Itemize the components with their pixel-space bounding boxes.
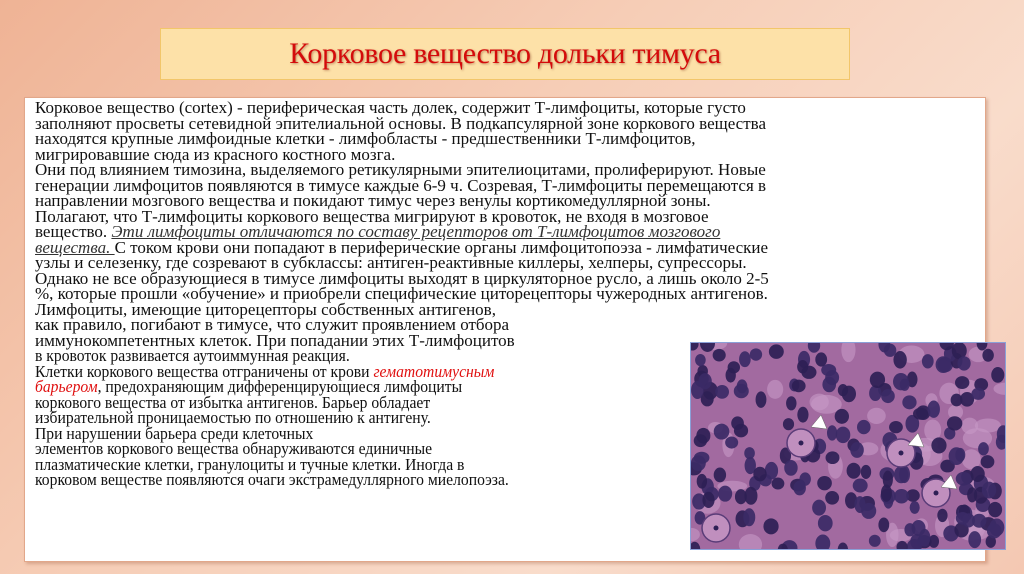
cell-nucleus [725,436,738,448]
cell-nucleus [913,408,928,420]
cell-nucleus [931,437,946,453]
cell-nucleus [825,491,839,505]
cell-nucleus [902,395,916,409]
cytoplasm-patch [810,394,829,411]
cell-nucleus [900,379,910,391]
cell-nucleus [937,509,947,522]
text-segment: Корковое вещество (cortex) - периферическая часть долек, содержит Т-лимфоциты, которые густо [35,98,746,117]
micrograph-image [690,342,1006,550]
cell-nucleus [743,508,755,526]
text-segment: иммунокомпетентных клеток. При попадании этих Т-лимфоцитов [35,330,515,350]
cell-nucleus [861,465,871,479]
text-segment: Однако не все образующиеся в тимусе лимфоциты выходят в циркуляторное русло, а лишь около 2-5 [35,268,769,288]
text-segment: корковом веществе появляются очаги экстрамедуллярного миелопоэза. [35,470,509,489]
cell-nucleus [842,386,856,403]
text-segment: мигрировавшие сюда из красного костного мозга. [35,144,396,164]
cell-nucleus [769,344,784,359]
cell-nucleus [801,366,816,379]
cell-nucleus [744,487,757,505]
cell-nucleus [812,500,826,516]
slide-title: Корковое вещество дольки тимуса [289,37,721,70]
cell-nucleus [718,486,732,502]
cell-nucleus [949,447,965,465]
text-segment: коркового вещества от избытка антигенов. Барьер обладает [35,392,431,412]
cell-nucleus [783,418,794,430]
cell-nucleus [968,531,981,548]
text-segment: в кровоток развивается аутоиммунная реакция. [35,346,350,365]
cell-nucleus [696,428,710,444]
text-segment: избирательной проницаемостью по отношению к антигену. [35,408,431,427]
cell-nucleus [753,467,766,482]
cell-nucleus [822,377,836,392]
text-segment: узлы и селезенку, где созревают в субклассы: антиген-реактивные киллеры, хелперы, супрессоры. [35,253,747,272]
highlighted-term: барьером [35,377,98,396]
cell-nucleus [910,501,920,514]
cell-nucleus [857,420,871,434]
cell-nucleus [869,535,881,547]
cell-nucleus [883,471,893,489]
cell-nucleus [951,394,963,407]
nucleolus [899,451,904,456]
cell-nucleus [971,388,985,400]
nucleolus [714,526,719,531]
cell-nucleus [861,503,876,519]
cell-nucleus [978,442,989,455]
cell-nucleus [713,349,726,362]
cell-nucleus [919,529,930,547]
cell-nucleus [967,487,977,502]
cell-nucleus [982,482,996,499]
cell-nucleus [772,478,785,490]
cell-nucleus [878,517,889,532]
text-segment: плазматические клетки, гранулоциты и тучные клетки. Иногда в [35,454,465,474]
cell-nucleus [826,451,840,464]
text-segment: Клетки коркового вещества отграничены от крови [35,361,374,381]
cell-nucleus [714,468,726,483]
cell-nucleus [731,416,744,430]
cell-nucleus [728,361,740,373]
nucleolus [934,491,939,496]
cell-nucleus [956,512,970,525]
cell-nucleus [702,492,714,508]
cytoplasm-patch [961,418,978,434]
text-segment: направлении мозгового вещества и покидают тимус через венулы кортикомедуллярной зоны. [35,191,711,210]
cell-nucleus [889,421,903,433]
cell-nucleus [817,476,832,490]
text-segment: С током крови они попадают в периферические органы лимфоцитопоэза - лимфатические [114,237,769,257]
text-segment: Лимфоциты, имеющие циторецепторы собственных антигенов, [35,299,496,319]
cell-nucleus [972,514,986,528]
cytoplasm-patch [975,419,1001,433]
title-box [160,28,850,80]
cell-nucleus [987,523,1002,538]
text-line [35,472,710,488]
cell-nucleus [850,442,864,458]
cell-nucleus [694,452,710,464]
cell-nucleus [750,348,762,360]
cell-nucleus [922,354,934,368]
cell-nucleus [947,416,962,430]
cell-nucleus [870,372,885,388]
body-text [35,100,769,488]
cell-nucleus [818,515,833,531]
cell-nucleus [991,367,1004,383]
cell-nucleus [957,356,970,370]
text-segment: элементов коркового вещества обнаруживаются единичные [35,439,433,458]
cell-nucleus [799,472,810,485]
cell-nucleus [763,518,778,534]
text-segment: вещество. [35,222,112,241]
cell-nucleus [786,396,796,410]
cell-nucleus [928,400,940,417]
highlighted-term: гематотимусным [373,361,495,381]
cell-nucleus [756,391,767,408]
text-segment: %, которые прошли «обучение» и приобрели специфические циторецепторы чужеродных антигенов. [35,284,768,303]
cell-nucleus [744,447,755,459]
text-segment: как правило, погибают в тимусе, что служит проявлением отбора [35,315,510,334]
cell-nucleus [971,466,985,482]
cell-nucleus [697,474,707,489]
cell-nucleus [899,466,910,484]
cell-nucleus [894,489,909,503]
cell-nucleus [739,351,751,367]
cell-nucleus [847,463,861,479]
cell-nucleus [836,427,851,443]
cell-nucleus [784,460,797,476]
cell-nucleus [714,424,730,440]
cell-nucleus [792,380,806,393]
cell-nucleus [982,349,993,362]
cell-nucleus [884,344,897,357]
cell-nucleus [827,425,837,440]
cell-nucleus [695,354,706,366]
cell-nucleus [698,373,711,389]
cytoplasm-patch [767,380,783,399]
text-segment: , предохраняющим дифференцирующиеся лимфоциты [97,377,463,396]
cytoplasm-patch [867,408,886,424]
emphasized-text: Эти лимфоциты отличаются по составу рецепторов от Т-лимфоцитов мозгового [111,222,721,241]
text-segment: При нарушении барьера среди клеточных [35,423,314,443]
cell-nucleus [955,376,969,389]
nucleolus [799,441,804,446]
cell-nucleus [765,462,778,480]
cell-nucleus [988,502,1002,517]
cell-nucleus [797,407,808,423]
cell-nucleus [815,352,827,366]
cell-nucleus [981,455,995,468]
text-segment: заполняют просветы сетевидной эпителиальной основы. В подкапсулярной зоне коркового вещества [35,113,766,133]
cell-nucleus [835,409,849,424]
cell-nucleus [734,384,749,398]
text-segment: генерации лимфоцитов появляются в тимусе каждые 6-9 ч. Созревая, Т-лимфоциты перемещаются в [35,175,767,195]
text-segment: Они под влиянием тимозина, выделяемого ретикулярными эпителиоцитами, пролиферируют. Новые [35,160,766,179]
cell-nucleus [853,479,868,493]
cell-nucleus [869,385,881,401]
cell-nucleus [715,385,729,399]
cell-nucleus [881,389,895,403]
text-segment: находятся крупные лимфоидные клетки - лимфобласты - предшественники Т-лимфоцитов, [35,129,696,148]
emphasized-text: вещества. [35,237,115,257]
text-segment: Полагают, что Т-лимфоциты коркового вещества мигрируют в кровоток, не входя в мозговое [35,206,709,226]
